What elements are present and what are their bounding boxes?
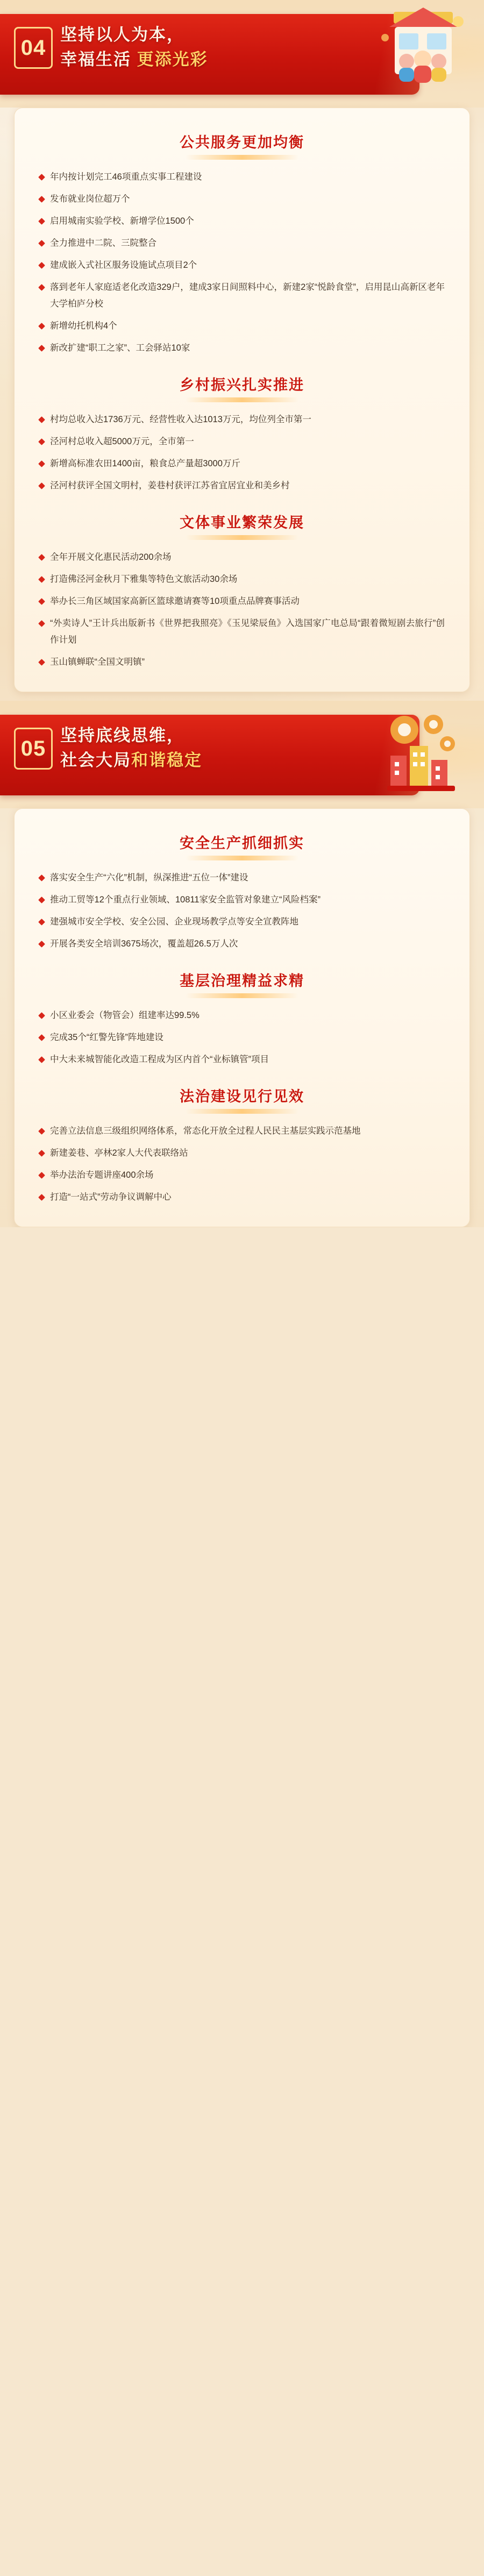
section-title-line2-highlight: 和谐稳定 [131, 751, 202, 770]
section-title-line2-plain: 幸福生活 [60, 50, 137, 69]
group-item-list [15, 867, 469, 955]
list-item: 泾河村获评全国文明村，姜巷村获评江苏省宜居宜业和美乡村 [38, 475, 445, 497]
list-item: 开展各类安全培训3675场次，覆盖超26.5万人次 [38, 933, 445, 955]
list-item: 小区业委会（物管会）组建率达99.5% [38, 1005, 445, 1027]
list-item: 落到老年人家庭适老化改造329户，建成3家日间照料中心，新建2家“悦龄食堂”，启用昆山高新区老年大学柏庐分校 [38, 276, 445, 315]
section-title-line2-plain: 社会大局 [60, 751, 131, 770]
list-item: 新增幼托机构4个 [38, 315, 445, 337]
heading-underline [186, 397, 298, 402]
list-item: 新增高标准农田1400亩，粮食总产量超3000万斤 [38, 453, 445, 475]
list-item: 年内按计划完工46项重点实事工程建设 [38, 166, 445, 188]
section-title-line1: 坚持以人为本， [60, 25, 184, 44]
group-item-list [15, 409, 469, 497]
section-05-banner [0, 701, 484, 808]
section-title [60, 723, 202, 773]
group-heading: 文体事业繁荣发展 [180, 515, 304, 531]
section-title-line2 [60, 748, 202, 773]
family-house-icon [367, 5, 474, 101]
list-item: 全力推进中二院、三院整合 [38, 232, 445, 254]
list-item: 举办法治专题讲座400余场 [38, 1164, 445, 1186]
section-05 [0, 701, 484, 1227]
heading-underline [186, 155, 298, 160]
list-item: 泾河村总收入超5000万元，全市第一 [38, 431, 445, 453]
list-item: 发布就业岗位超万个 [38, 188, 445, 210]
group-heading: 法治建设见行见效 [180, 1088, 304, 1105]
heading-underline [186, 856, 298, 860]
list-item: 新建姜巷、亭林2家人大代表联络站 [38, 1142, 445, 1164]
group-heading: 基层治理精益求精 [180, 973, 304, 989]
section-title-line2-highlight: 更添光彩 [137, 50, 208, 69]
list-item: 推动工贸等12个重点行业领域、10811家安全监管对象建立“风险档案” [38, 889, 445, 911]
group-item-list [15, 1005, 469, 1071]
list-item: 建强城市安全学校、安全公园、企业现场教学点等安全宣教阵地 [38, 911, 445, 933]
list-item: 全年开展文化惠民活动200余场 [38, 546, 445, 568]
group-item-list [15, 1120, 469, 1208]
section-04 [0, 0, 484, 692]
group-item-list [15, 546, 469, 673]
section-gap [0, 692, 484, 701]
section-04-card [14, 108, 470, 692]
section-number: 05 [14, 728, 53, 770]
section-05-card [14, 808, 470, 1227]
list-item: 启用城南实验学校、新增学位1500个 [38, 210, 445, 232]
section-04-banner [0, 0, 484, 108]
list-item: 村均总收入达1736万元、经营性收入达1013万元，均位列全市第一 [38, 409, 445, 431]
group-heading: 安全生产抓细抓实 [180, 835, 304, 851]
group-item-list [15, 166, 469, 359]
list-item: 完善立法信息三级组织网络体系，常态化开放全过程人民民主基层实践示范基地 [38, 1120, 445, 1142]
list-item: 打造佛泾河金秋月下雅集等特色文旅活动30余场 [38, 568, 445, 590]
section-number: 04 [14, 27, 53, 69]
poster-page [0, 0, 484, 1227]
heading-underline [186, 993, 298, 998]
list-item: 建成嵌入式社区服务设施试点项目2个 [38, 254, 445, 276]
list-item: 举办长三角区域国家高新区篮球邀请赛等10项重点品牌赛事活动 [38, 590, 445, 613]
list-item: 落实安全生产“六化”机制，纵深推进“五位一体”建设 [38, 867, 445, 889]
list-item: 玉山镇蝉联“全国文明镇” [38, 651, 445, 673]
list-item: “外卖诗人”王计兵出版新书《世界把我照亮》《玉见梁辰鱼》入选国家广电总局“跟着微短剧去旅行”创作计划 [38, 613, 445, 651]
heading-underline [186, 535, 298, 540]
gears-city-icon [367, 706, 474, 802]
heading-underline [186, 1109, 298, 1114]
group-heading: 公共服务更加均衡 [180, 134, 304, 151]
section-title-line2 [60, 47, 208, 72]
section-title-line1: 坚持底线思维， [60, 726, 184, 745]
section-title [60, 23, 208, 72]
list-item: 完成35个“红警先锋”阵地建设 [38, 1027, 445, 1049]
group-heading: 乡村振兴扎实推进 [180, 377, 304, 393]
list-item: 打造“一站式”劳动争议调解中心 [38, 1186, 445, 1208]
list-item: 新改扩建“职工之家”、工会驿站10家 [38, 337, 445, 359]
list-item: 中大未来城智能化改造工程成为区内首个“业标镇管”项目 [38, 1049, 445, 1071]
